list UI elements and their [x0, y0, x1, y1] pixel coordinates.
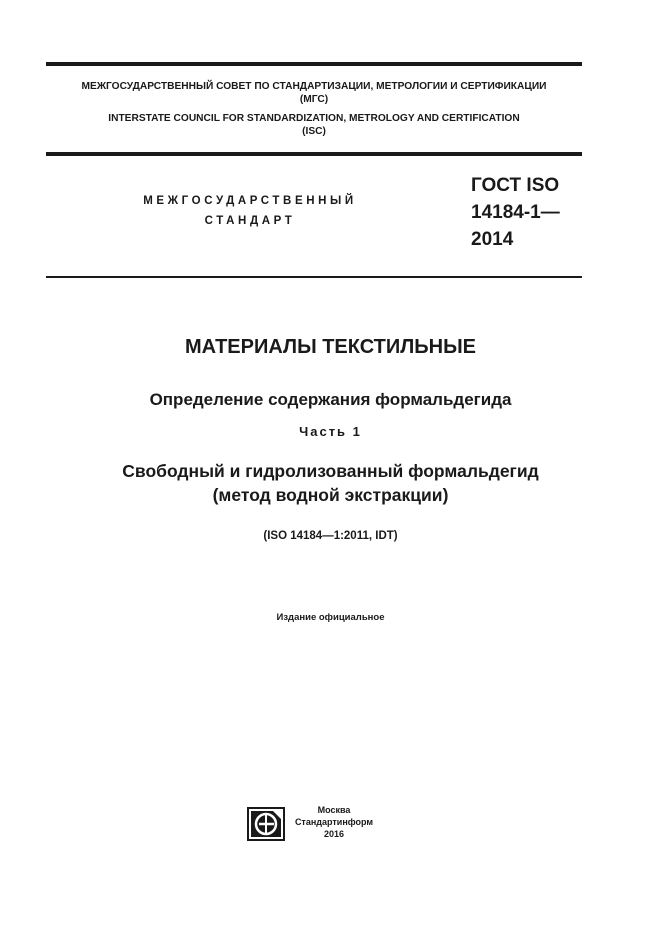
- gost-number-line3: 2014: [471, 229, 514, 250]
- council-en-abbr: (ISC): [302, 126, 326, 137]
- standard-label-line2: СТАНДАРТ: [204, 215, 296, 227]
- publisher-name: Стандартинформ: [294, 817, 374, 827]
- main-title: МАТЕРИАЛЫ ТЕКСТИЛЬНЫЕ: [184, 336, 477, 358]
- council-en: [46, 112, 582, 138]
- part-label: Часть 1: [299, 424, 362, 439]
- standard-label-line1: МЕЖГОСУДАРСТВЕННЫЙ: [143, 195, 357, 207]
- gost-number: [471, 172, 611, 253]
- council-en-name: INTERSTATE COUNCIL FOR STANDARDIZATION, METROLOGY AND CERTIFICATION: [108, 113, 520, 124]
- header-bottom-rule: [46, 276, 582, 278]
- publisher-year: 2016: [323, 829, 345, 839]
- gost-number-line2: 14184-1—: [471, 202, 560, 223]
- header-rule: [46, 152, 582, 156]
- council-ru: [46, 80, 582, 106]
- part-title: [0, 459, 661, 507]
- edition-label: Издание официальное: [276, 612, 385, 623]
- standard-label: [110, 191, 390, 231]
- part-title-line1: Свободный и гидролизованный формальдегид: [122, 461, 539, 481]
- top-rule: [46, 62, 582, 66]
- council-ru-name: МЕЖГОСУДАРСТВЕННЫЙ СОВЕТ ПО СТАНДАРТИЗАЦИИ, МЕТРОЛОГИИ И СЕРТИФИКАЦИИ: [81, 81, 547, 92]
- gost-number-line1: ГОСТ ISO: [471, 175, 560, 196]
- iso-reference: (ISO 14184—1:2011, IDT): [263, 530, 398, 542]
- publisher-block: [290, 804, 378, 840]
- part-title-line2: (метод водной экстракции): [212, 485, 449, 505]
- council-ru-abbr: (МГС): [299, 94, 329, 105]
- publisher-city: Москва: [317, 805, 351, 815]
- standartinform-logo-icon: [247, 807, 285, 841]
- subtitle: Определение содержания формальдегида: [149, 390, 512, 409]
